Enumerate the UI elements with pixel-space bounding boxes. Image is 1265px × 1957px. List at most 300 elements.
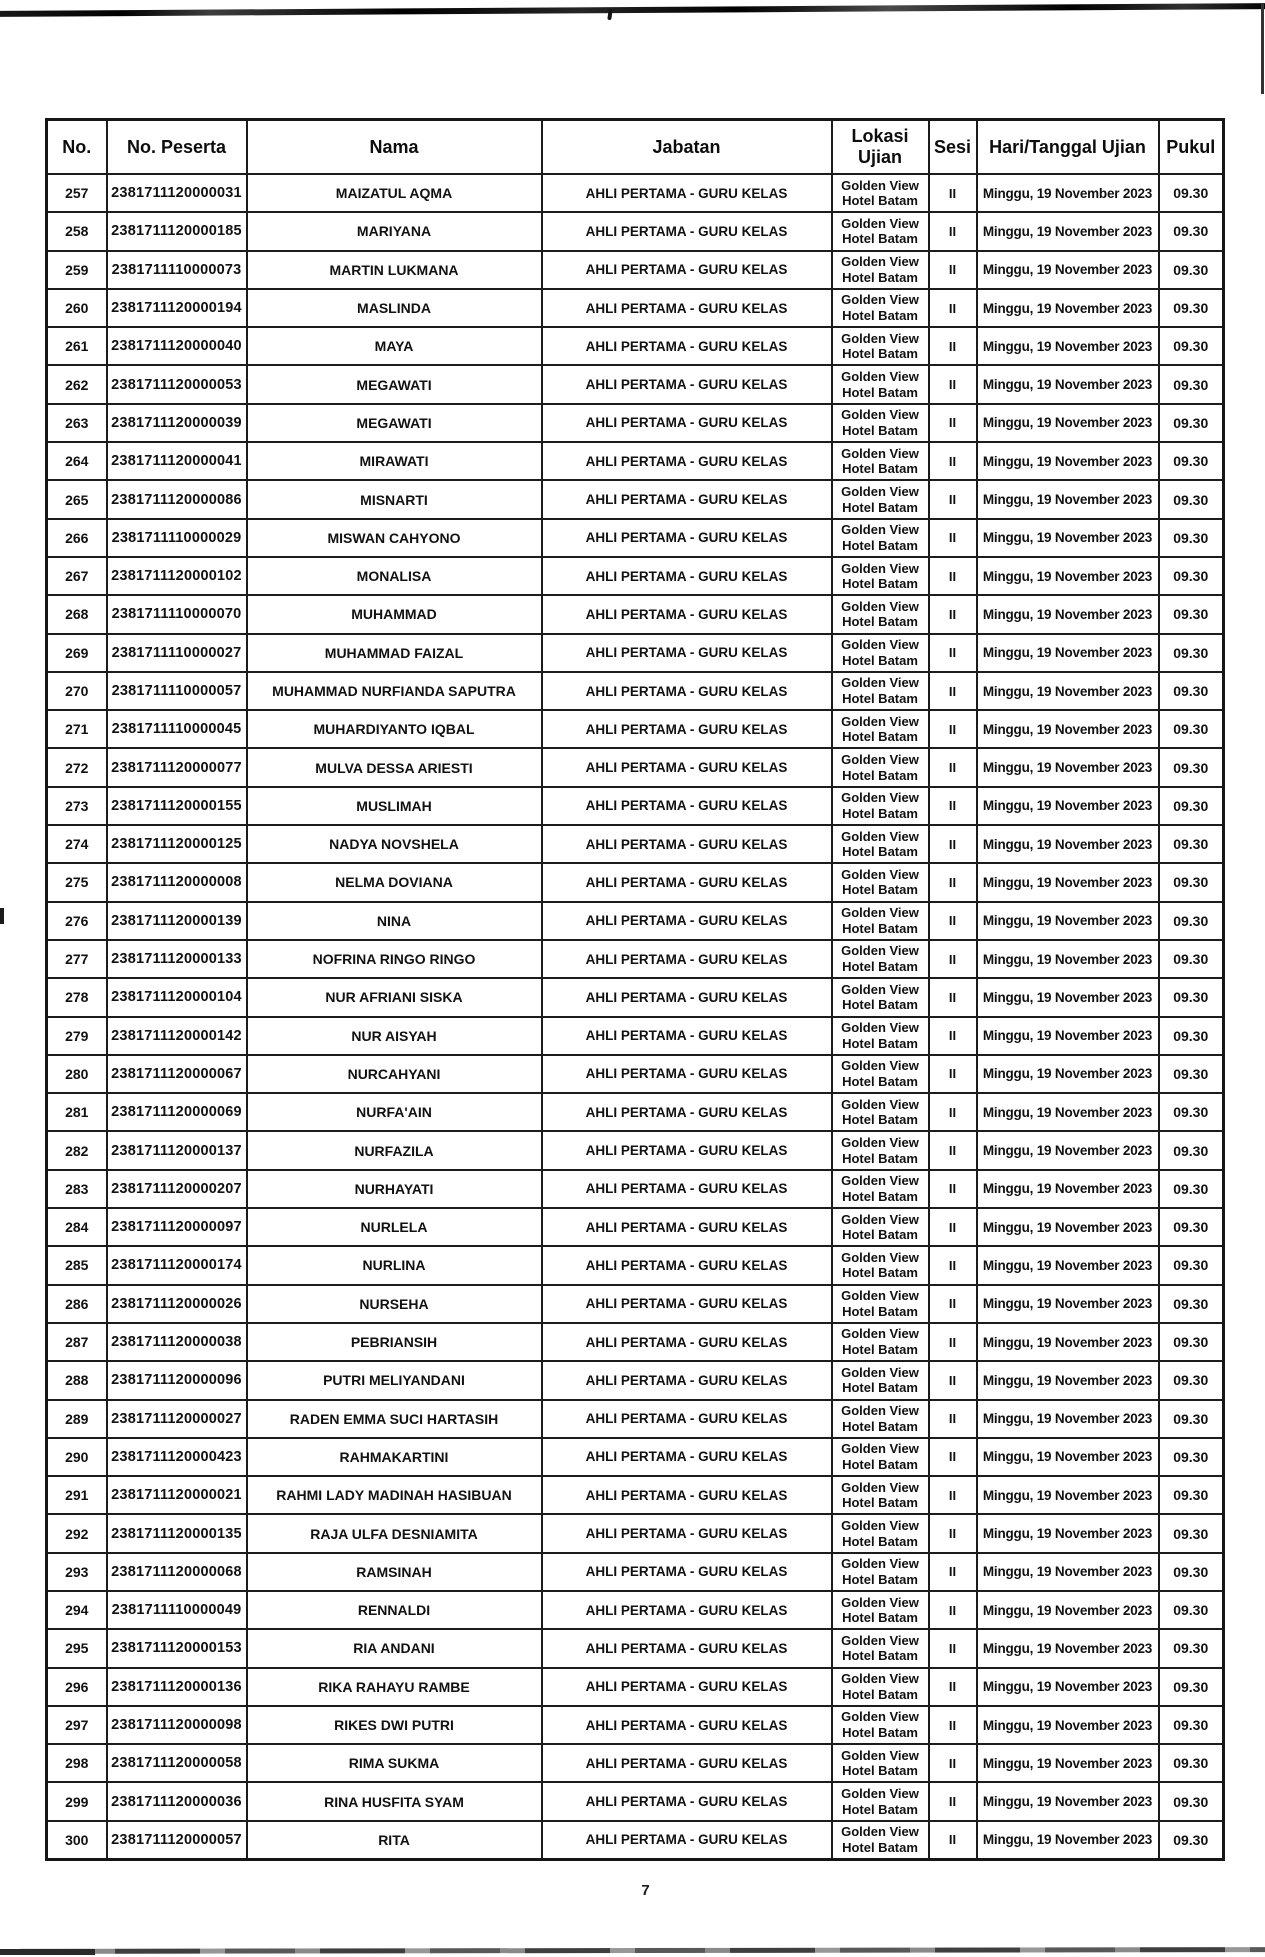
cell-no-peserta: 2381711120000423 (107, 1438, 247, 1476)
cell-lokasi-ujian (832, 672, 929, 710)
lokasi-line-2: Hotel Batam (842, 384, 918, 400)
lokasi-line-1: Golden View (841, 637, 919, 653)
lokasi-line-2: Hotel Batam (842, 691, 918, 706)
cell-nama: MARIYANA (247, 212, 542, 250)
cell-no: 265 (47, 480, 107, 518)
cell-tanggal-ujian: Minggu, 19 November 2023 (977, 1821, 1159, 1859)
col-header-lokasi-ujian: Lokasi Ujian (832, 120, 929, 175)
table-row (47, 1170, 1224, 1208)
cell-no-peserta: 2381711120000194 (107, 289, 247, 327)
cell-sesi: II (929, 787, 977, 825)
cell-lokasi-ujian (832, 557, 929, 595)
cell-no: 275 (47, 863, 107, 901)
cell-no-peserta: 2381711110000057 (107, 672, 247, 710)
cell-nama: NUR AISYAH (247, 1017, 542, 1055)
col-header-tanggal-ujian: Hari/Tanggal Ujian (977, 120, 1159, 175)
cell-tanggal-ujian: Minggu, 19 November 2023 (977, 365, 1159, 403)
cell-sesi: II (929, 251, 977, 289)
lokasi-line-1: Golden View (841, 1747, 919, 1763)
cell-tanggal-ujian: Minggu, 19 November 2023 (977, 174, 1159, 212)
cell-pukul: 09.30 (1159, 251, 1224, 289)
cell-no: 261 (47, 327, 107, 365)
cell-no: 298 (47, 1744, 107, 1782)
cell-tanggal-ujian: Minggu, 19 November 2023 (977, 1285, 1159, 1323)
lokasi-line-2: Hotel Batam (842, 1112, 918, 1128)
table-row (47, 1323, 1224, 1361)
cell-jabatan: AHLI PERTAMA - GURU KELAS (542, 940, 832, 978)
cell-sesi: II (929, 1246, 977, 1284)
lokasi-line-1: Golden View (841, 1096, 919, 1112)
cell-no-peserta: 2381711120000031 (107, 174, 247, 212)
cell-nama: NOFRINA RINGO RINGO (247, 940, 542, 978)
table-row (47, 1285, 1224, 1323)
cell-jabatan: AHLI PERTAMA - GURU KELAS (542, 787, 832, 825)
cell-tanggal-ujian: Minggu, 19 November 2023 (977, 1093, 1159, 1131)
lokasi-line-1: Golden View (841, 752, 919, 767)
cell-tanggal-ujian: Minggu, 19 November 2023 (977, 902, 1159, 940)
cell-no: 268 (47, 595, 107, 633)
lokasi-line-1: Golden View (841, 1020, 919, 1036)
cell-tanggal-ujian: Minggu, 19 November 2023 (977, 1208, 1159, 1246)
cell-no: 293 (47, 1553, 107, 1591)
cell-pukul: 09.30 (1159, 1438, 1224, 1476)
cell-lokasi-ujian (832, 1782, 929, 1820)
cell-no: 278 (47, 978, 107, 1016)
cell-lokasi-ujian (832, 634, 929, 672)
cell-pukul: 09.30 (1159, 1055, 1224, 1093)
cell-pukul: 09.30 (1159, 1285, 1224, 1323)
cell-no: 300 (47, 1821, 107, 1859)
cell-sesi: II (929, 1170, 977, 1208)
table-row (47, 1017, 1224, 1055)
cell-nama: NINA (247, 902, 542, 940)
cell-nama: RIKA RAHAYU RAMBE (247, 1668, 542, 1706)
cell-lokasi-ujian (832, 748, 929, 786)
cell-sesi: II (929, 1017, 977, 1055)
cell-pukul: 09.30 (1159, 1131, 1224, 1169)
cell-nama: MUSLIMAH (247, 787, 542, 825)
cell-tanggal-ujian: Minggu, 19 November 2023 (977, 1629, 1159, 1667)
lokasi-line-2: Hotel Batam (842, 1610, 918, 1626)
cell-sesi: II (929, 1361, 977, 1399)
lokasi-line-1: Golden View (841, 1632, 919, 1648)
cell-no-peserta: 2381711120000136 (107, 1668, 247, 1706)
table-row (47, 787, 1224, 825)
table-row (47, 1668, 1224, 1706)
cell-no: 266 (47, 519, 107, 557)
cell-nama: RAJA ULFA DESNIAMITA (247, 1514, 542, 1552)
cell-nama: RINA HUSFITA SYAM (247, 1782, 542, 1820)
lokasi-line-2: Hotel Batam (842, 576, 918, 592)
cell-pukul: 09.30 (1159, 1017, 1224, 1055)
cell-tanggal-ujian: Minggu, 19 November 2023 (977, 710, 1159, 748)
cell-pukul: 09.30 (1159, 1591, 1224, 1629)
cell-no-peserta: 2381711120000135 (107, 1514, 247, 1552)
cell-nama: MARTIN LUKMANA (247, 251, 542, 289)
lokasi-line-2: Hotel Batam (842, 652, 918, 668)
cell-pukul: 09.30 (1159, 365, 1224, 403)
lokasi-line-1: Golden View (841, 1249, 919, 1265)
cell-sesi: II (929, 1055, 977, 1093)
cell-no-peserta: 2381711120000068 (107, 1553, 247, 1591)
cell-no-peserta: 2381711120000096 (107, 1361, 247, 1399)
lokasi-line-1: Golden View (841, 1364, 919, 1380)
cell-no: 260 (47, 289, 107, 327)
cell-nama: NURLINA (247, 1246, 542, 1284)
cell-tanggal-ujian: Minggu, 19 November 2023 (977, 289, 1159, 327)
lokasi-line-2: Hotel Batam (842, 920, 918, 936)
table-row (47, 442, 1224, 480)
cell-jabatan: AHLI PERTAMA - GURU KELAS (542, 442, 832, 480)
cell-pukul: 09.30 (1159, 519, 1224, 557)
cell-no: 277 (47, 940, 107, 978)
cell-jabatan: AHLI PERTAMA - GURU KELAS (542, 519, 832, 557)
table-row (47, 1055, 1224, 1093)
cell-nama: RIMA SUKMA (247, 1744, 542, 1782)
lokasi-line-2: Hotel Batam (842, 422, 918, 438)
cell-jabatan: AHLI PERTAMA - GURU KELAS (542, 1208, 832, 1246)
cell-pukul: 09.30 (1159, 863, 1224, 901)
cell-no-peserta: 2381711120000125 (107, 825, 247, 863)
table-row (47, 174, 1224, 212)
cell-no-peserta: 2381711110000045 (107, 710, 247, 748)
lokasi-line-2: Hotel Batam (842, 1456, 918, 1472)
cell-lokasi-ujian (832, 404, 929, 442)
cell-pukul: 09.30 (1159, 442, 1224, 480)
exam-schedule-table (45, 118, 1225, 1861)
lokasi-line-1: Golden View (841, 1173, 919, 1189)
cell-jabatan: AHLI PERTAMA - GURU KELAS (542, 863, 832, 901)
cell-lokasi-ujian (832, 1208, 929, 1246)
cell-lokasi-ujian (832, 1361, 929, 1399)
table-row (47, 1093, 1224, 1131)
cell-no: 279 (47, 1017, 107, 1055)
cell-no-peserta: 2381711120000038 (107, 1323, 247, 1361)
lokasi-line-1: Golden View (841, 1058, 919, 1074)
scan-artifact-left-edge (0, 908, 4, 924)
lokasi-line-2: Hotel Batam (842, 844, 918, 860)
cell-lokasi-ujian (832, 1553, 929, 1591)
cell-sesi: II (929, 174, 977, 212)
cell-pukul: 09.30 (1159, 1400, 1224, 1438)
cell-no-peserta: 2381711120000185 (107, 212, 247, 250)
lokasi-line-1: Golden View (841, 522, 919, 538)
cell-lokasi-ujian (832, 710, 929, 748)
cell-jabatan: AHLI PERTAMA - GURU KELAS (542, 1821, 832, 1859)
cell-pukul: 09.30 (1159, 212, 1224, 250)
lokasi-line-2: Hotel Batam (842, 1763, 918, 1779)
lokasi-line-1: Golden View (841, 330, 919, 346)
cell-no: 276 (47, 902, 107, 940)
lokasi-line-2: Hotel Batam (842, 1380, 918, 1396)
cell-jabatan: AHLI PERTAMA - GURU KELAS (542, 634, 832, 672)
cell-sesi: II (929, 1514, 977, 1552)
cell-sesi: II (929, 940, 977, 978)
cell-nama: RIKES DWI PUTRI (247, 1706, 542, 1744)
cell-tanggal-ujian: Minggu, 19 November 2023 (977, 634, 1159, 672)
cell-nama: RADEN EMMA SUCI HARTASIH (247, 1400, 542, 1438)
lokasi-line-1: Golden View (841, 1211, 919, 1227)
cell-no-peserta: 2381711120000077 (107, 748, 247, 786)
cell-pukul: 09.30 (1159, 1668, 1224, 1706)
lokasi-line-2: Hotel Batam (842, 959, 918, 975)
lokasi-line-2: Hotel Batam (842, 193, 918, 209)
cell-nama: MUHAMMAD (247, 595, 542, 633)
cell-tanggal-ujian: Minggu, 19 November 2023 (977, 1514, 1159, 1552)
cell-jabatan: AHLI PERTAMA - GURU KELAS (542, 251, 832, 289)
cell-jabatan: AHLI PERTAMA - GURU KELAS (542, 557, 832, 595)
cell-lokasi-ujian (832, 1093, 929, 1131)
cell-pukul: 09.30 (1159, 787, 1224, 825)
cell-no-peserta: 2381711120000142 (107, 1017, 247, 1055)
cell-jabatan: AHLI PERTAMA - GURU KELAS (542, 1476, 832, 1514)
lokasi-line-1: Golden View (841, 1556, 919, 1572)
cell-jabatan: AHLI PERTAMA - GURU KELAS (542, 1323, 832, 1361)
cell-tanggal-ujian: Minggu, 19 November 2023 (977, 251, 1159, 289)
cell-tanggal-ujian: Minggu, 19 November 2023 (977, 1170, 1159, 1208)
cell-pukul: 09.30 (1159, 1093, 1224, 1131)
cell-tanggal-ujian: Minggu, 19 November 2023 (977, 863, 1159, 901)
cell-no-peserta: 2381711120000097 (107, 1208, 247, 1246)
cell-tanggal-ujian: Minggu, 19 November 2023 (977, 1055, 1159, 1093)
lokasi-line-1: Golden View (841, 713, 919, 729)
lokasi-line-2: Hotel Batam (842, 767, 918, 783)
cell-pukul: 09.30 (1159, 902, 1224, 940)
lokasi-line-1: Golden View (841, 675, 919, 691)
lokasi-line-1: Golden View (841, 1786, 919, 1802)
cell-nama: PUTRI MELIYANDANI (247, 1361, 542, 1399)
cell-tanggal-ujian: Minggu, 19 November 2023 (977, 1744, 1159, 1782)
lokasi-line-1: Golden View (841, 292, 919, 308)
cell-no: 263 (47, 404, 107, 442)
scan-artifact-right-edge (1261, 4, 1264, 94)
cell-nama: MASLINDA (247, 289, 542, 327)
cell-lokasi-ujian (832, 825, 929, 863)
col-header-pukul: Pukul (1159, 120, 1224, 175)
cell-no: 288 (47, 1361, 107, 1399)
cell-jabatan: AHLI PERTAMA - GURU KELAS (542, 1170, 832, 1208)
lokasi-line-2: Hotel Batam (842, 537, 918, 553)
cell-lokasi-ujian (832, 1744, 929, 1782)
cell-jabatan: AHLI PERTAMA - GURU KELAS (542, 1514, 832, 1552)
cell-lokasi-ujian (832, 1323, 929, 1361)
cell-tanggal-ujian: Minggu, 19 November 2023 (977, 1553, 1159, 1591)
cell-jabatan: AHLI PERTAMA - GURU KELAS (542, 748, 832, 786)
cell-sesi: II (929, 442, 977, 480)
table-row (47, 1246, 1224, 1284)
cell-no: 284 (47, 1208, 107, 1246)
cell-jabatan: AHLI PERTAMA - GURU KELAS (542, 1093, 832, 1131)
lokasi-line-2: Hotel Batam (842, 1418, 918, 1434)
cell-pukul: 09.30 (1159, 978, 1224, 1016)
scan-artifact-bottom-left (0, 1949, 95, 1955)
lokasi-line-2: Hotel Batam (842, 729, 918, 745)
cell-no-peserta: 2381711120000139 (107, 902, 247, 940)
cell-sesi: II (929, 212, 977, 250)
cell-jabatan: AHLI PERTAMA - GURU KELAS (542, 672, 832, 710)
cell-no: 280 (47, 1055, 107, 1093)
table-row (47, 1629, 1224, 1667)
cell-nama: RIA ANDANI (247, 1629, 542, 1667)
cell-no: 264 (47, 442, 107, 480)
cell-no: 272 (47, 748, 107, 786)
cell-pukul: 09.30 (1159, 1821, 1224, 1859)
cell-tanggal-ujian: Minggu, 19 November 2023 (977, 672, 1159, 710)
table-row (47, 1744, 1224, 1782)
lokasi-line-2: Hotel Batam (842, 1725, 918, 1741)
cell-no-peserta: 2381711120000026 (107, 1285, 247, 1323)
cell-pukul: 09.30 (1159, 710, 1224, 748)
lokasi-line-1: Golden View (841, 407, 919, 423)
cell-sesi: II (929, 825, 977, 863)
cell-nama: NURFAZILA (247, 1131, 542, 1169)
cell-no-peserta: 2381711120000102 (107, 557, 247, 595)
table-row (47, 480, 1224, 518)
cell-lokasi-ujian (832, 1591, 929, 1629)
cell-no-peserta: 2381711120000207 (107, 1170, 247, 1208)
cell-nama: NURHAYATI (247, 1170, 542, 1208)
cell-nama: NURLELA (247, 1208, 542, 1246)
cell-jabatan: AHLI PERTAMA - GURU KELAS (542, 595, 832, 633)
cell-tanggal-ujian: Minggu, 19 November 2023 (977, 1131, 1159, 1169)
cell-pukul: 09.30 (1159, 404, 1224, 442)
table-row (47, 1131, 1224, 1169)
cell-sesi: II (929, 1782, 977, 1820)
col-header-jabatan: Jabatan (542, 120, 832, 175)
cell-tanggal-ujian: Minggu, 19 November 2023 (977, 825, 1159, 863)
cell-pukul: 09.30 (1159, 1514, 1224, 1552)
cell-lokasi-ujian (832, 1821, 929, 1859)
table-header-row (47, 120, 1224, 175)
lokasi-line-1: Golden View (841, 905, 919, 921)
table-row (47, 863, 1224, 901)
table-row (47, 595, 1224, 633)
cell-no-peserta: 2381711110000027 (107, 634, 247, 672)
lokasi-line-1: Golden View (841, 1326, 919, 1342)
table-row (47, 251, 1224, 289)
table-row (47, 1782, 1224, 1820)
cell-tanggal-ujian: Minggu, 19 November 2023 (977, 940, 1159, 978)
lokasi-line-2: Hotel Batam (842, 1073, 918, 1089)
cell-lokasi-ujian (832, 1170, 929, 1208)
cell-nama: MAYA (247, 327, 542, 365)
cell-sesi: II (929, 1208, 977, 1246)
cell-jabatan: AHLI PERTAMA - GURU KELAS (542, 1055, 832, 1093)
lokasi-line-2: Hotel Batam (842, 614, 918, 630)
lokasi-line-2: Hotel Batam (842, 1265, 918, 1281)
cell-no-peserta: 2381711120000137 (107, 1131, 247, 1169)
table-row (47, 825, 1224, 863)
cell-tanggal-ujian: Minggu, 19 November 2023 (977, 519, 1159, 557)
cell-tanggal-ujian: Minggu, 19 November 2023 (977, 1668, 1159, 1706)
cell-lokasi-ujian (832, 442, 929, 480)
cell-jabatan: AHLI PERTAMA - GURU KELAS (542, 1400, 832, 1438)
cell-jabatan: AHLI PERTAMA - GURU KELAS (542, 212, 832, 250)
cell-no: 259 (47, 251, 107, 289)
lokasi-line-1: Golden View (841, 215, 919, 231)
lokasi-line-1: Golden View (841, 560, 919, 576)
lokasi-line-2: Hotel Batam (842, 1342, 918, 1358)
cell-nama: NELMA DOVIANA (247, 863, 542, 901)
cell-jabatan: AHLI PERTAMA - GURU KELAS (542, 1246, 832, 1284)
cell-tanggal-ujian: Minggu, 19 November 2023 (977, 1017, 1159, 1055)
cell-lokasi-ujian (832, 1131, 929, 1169)
cell-lokasi-ujian (832, 519, 929, 557)
lokasi-line-2: Hotel Batam (842, 1801, 918, 1817)
cell-tanggal-ujian: Minggu, 19 November 2023 (977, 1476, 1159, 1514)
cell-sesi: II (929, 672, 977, 710)
cell-lokasi-ujian (832, 251, 929, 289)
cell-no: 282 (47, 1131, 107, 1169)
table-row (47, 404, 1224, 442)
cell-jabatan: AHLI PERTAMA - GURU KELAS (542, 327, 832, 365)
lokasi-line-1: Golden View (841, 254, 919, 270)
cell-no-peserta: 2381711120000008 (107, 863, 247, 901)
table-row (47, 710, 1224, 748)
table-row (47, 1361, 1224, 1399)
cell-tanggal-ujian: Minggu, 19 November 2023 (977, 1782, 1159, 1820)
cell-jabatan: AHLI PERTAMA - GURU KELAS (542, 825, 832, 863)
cell-no: 297 (47, 1706, 107, 1744)
cell-no-peserta: 2381711120000058 (107, 1744, 247, 1782)
cell-lokasi-ujian (832, 1017, 929, 1055)
cell-tanggal-ujian: Minggu, 19 November 2023 (977, 1246, 1159, 1284)
cell-pukul: 09.30 (1159, 480, 1224, 518)
cell-lokasi-ujian (832, 327, 929, 365)
cell-pukul: 09.30 (1159, 634, 1224, 672)
cell-pukul: 09.30 (1159, 1361, 1224, 1399)
cell-pukul: 09.30 (1159, 289, 1224, 327)
table-row (47, 672, 1224, 710)
cell-no: 258 (47, 212, 107, 250)
lokasi-line-2: Hotel Batam (842, 1533, 918, 1549)
cell-no: 299 (47, 1782, 107, 1820)
cell-jabatan: AHLI PERTAMA - GURU KELAS (542, 1744, 832, 1782)
cell-no: 281 (47, 1093, 107, 1131)
cell-jabatan: AHLI PERTAMA - GURU KELAS (542, 1591, 832, 1629)
cell-lokasi-ujian (832, 1055, 929, 1093)
cell-sesi: II (929, 978, 977, 1016)
cell-nama: MIRAWATI (247, 442, 542, 480)
cell-no: 289 (47, 1400, 107, 1438)
cell-sesi: II (929, 1744, 977, 1782)
cell-tanggal-ujian: Minggu, 19 November 2023 (977, 787, 1159, 825)
lokasi-line-2: Hotel Batam (842, 308, 918, 324)
lokasi-line-1: Golden View (841, 828, 919, 844)
cell-nama: MISWAN CAHYONO (247, 519, 542, 557)
cell-no-peserta: 2381711120000153 (107, 1629, 247, 1667)
cell-pukul: 09.30 (1159, 1170, 1224, 1208)
table-row (47, 1476, 1224, 1514)
table-row (47, 1400, 1224, 1438)
cell-sesi: II (929, 902, 977, 940)
table-row (47, 634, 1224, 672)
cell-pukul: 09.30 (1159, 595, 1224, 633)
cell-jabatan: AHLI PERTAMA - GURU KELAS (542, 1285, 832, 1323)
cell-pukul: 09.30 (1159, 174, 1224, 212)
scan-artifact-bottom-edge (20, 1947, 1265, 1954)
cell-no: 270 (47, 672, 107, 710)
cell-nama: MISNARTI (247, 480, 542, 518)
cell-no: 267 (47, 557, 107, 595)
cell-tanggal-ujian: Minggu, 19 November 2023 (977, 748, 1159, 786)
cell-no: 291 (47, 1476, 107, 1514)
cell-no-peserta: 2381711120000133 (107, 940, 247, 978)
lokasi-line-2: Hotel Batam (842, 1571, 918, 1587)
scan-artifact-tick (607, 9, 612, 20)
lokasi-line-1: Golden View (841, 1709, 919, 1725)
cell-no-peserta: 2381711120000027 (107, 1400, 247, 1438)
